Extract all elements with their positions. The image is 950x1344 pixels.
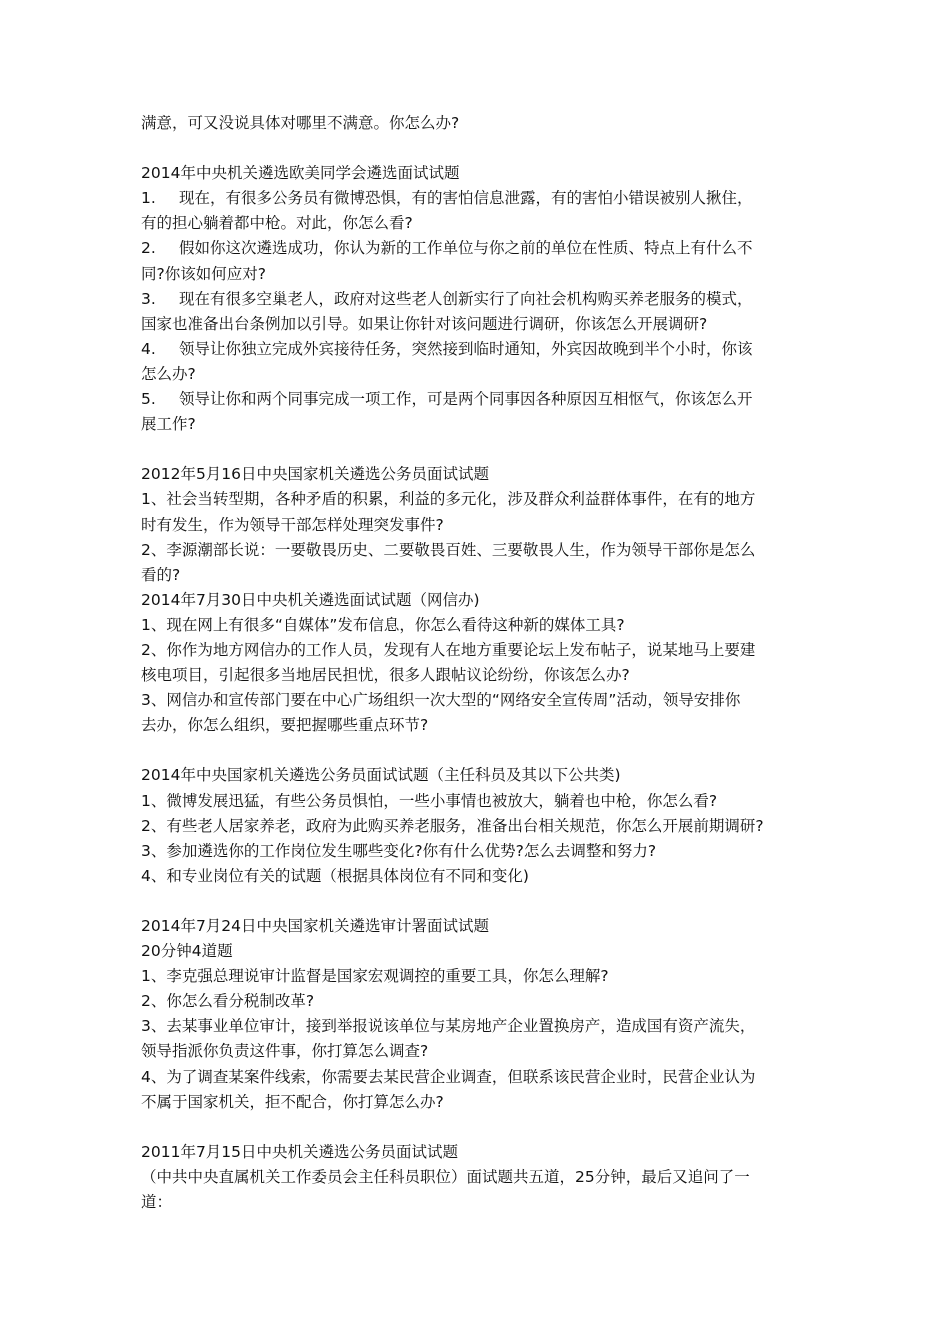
text-line: 4、为了调查某案件线索，你需要去某民营企业调查，但联系该民营企业时，民营企业认为 — [141, 1067, 756, 1086]
text-line: 道： — [141, 1193, 173, 1212]
blank-line — [141, 1115, 820, 1140]
text-line: 1、社会当转型期，各种矛盾的积累，利益的多元化，涉及群众利益群体事件，在有的地方 — [141, 490, 756, 509]
item-number: 1. — [141, 189, 156, 208]
item-text-continued: 怎么办? — [141, 364, 196, 383]
item-number: 3. — [141, 289, 156, 308]
list-item — [141, 387, 820, 412]
text-line: （中共中央直属机关工作委员会主任科员职位）面试题共五道，25分钟，最后又追问了一 — [141, 1167, 750, 1186]
list-item — [141, 186, 820, 211]
text-line: 1、微博发展迅猛，有些公务员惧怕，一些小事情也被放大，躺着也中枪，你怎么看? — [141, 791, 718, 810]
text-line: 不属于国家机关，拒不配合，你打算怎么办? — [141, 1092, 444, 1111]
blank-line — [141, 889, 820, 914]
text-line: 看的? — [141, 565, 181, 584]
text-line: 2、你怎么看分税制改革? — [141, 992, 315, 1011]
text-line: 2、有些老人居家养老，政府为此购买养老服务，准备出台相关规范，你怎么开展前期调研? — [141, 816, 764, 835]
text-line: 核电项目，引起很多当地居民担忧，很多人跟帖议论纷纷，你该怎么办? — [141, 666, 630, 685]
blank-line — [141, 136, 820, 161]
blank-line — [141, 738, 820, 763]
item-text-continued: 同?你该如何应对? — [141, 264, 266, 283]
section-title: 2011年7月15日中央机关遴选公务员面试试题 — [141, 1142, 459, 1161]
list-item — [141, 337, 820, 362]
text-line: 3、去某事业单位审计，接到举报说该单位与某房地产企业置换房产，造成国有资产流失， — [141, 1017, 756, 1036]
section-title: 2014年中央机关遴选欧美同学会遴选面试试题 — [141, 164, 460, 183]
text-line: 领导指派你负责这件事，你打算怎么调查? — [141, 1042, 429, 1061]
text-line: 去办，你怎么组织，要把握哪些重点环节? — [141, 716, 429, 735]
item-number: 5. — [141, 390, 156, 409]
blank-line — [141, 437, 820, 462]
text-line: 3、参加遴选你的工作岗位发生哪些变化?你有什么优势?怎么去调整和努力? — [141, 841, 657, 860]
text-line: 时有发生，作为领导干部怎样处理突发事件? — [141, 515, 444, 534]
text-line: 20分钟4道题 — [141, 942, 233, 961]
intro-tail: 满意，可又没说具体对哪里不满意。你怎么办? — [141, 114, 460, 132]
item-text-continued: 国家也准备出台条例加以引导。如果让你针对该问题进行调研，你该怎么开展调研? — [141, 314, 708, 333]
text-line: 2、李源潮部长说：一要敬畏历史、二要敬畏百姓、三要敬畏人生，作为领导干部你是怎么 — [141, 540, 756, 559]
text-line: 3、网信办和宣传部门要在中心广场组织一次大型的“网络安全宣传周”活动，领导安排你 — [141, 691, 741, 710]
list-item — [141, 287, 820, 312]
section-title: 2014年中央国家机关遴选公务员面试试题（主任科员及其以下公共类) — [141, 766, 621, 785]
text-line: 4、和专业岗位有关的试题（根据具体岗位有不同和变化) — [141, 866, 529, 885]
section-title: 2014年7月24日中央国家机关遴选审计署面试试题 — [141, 917, 490, 935]
item-text: 假如你这次遴选成功，你认为新的工作单位与你之前的单位在性质、特点上有什么不 — [179, 239, 753, 258]
section-title: 2012年5月16日中央国家机关遴选公务员面试试题 — [141, 465, 490, 484]
text-line: 2、你作为地方网信办的工作人员，发现有人在地方重要论坛上发布帖子，说某地马上要建 — [141, 640, 756, 659]
text-line: 1、李克强总理说审计监督是国家宏观调控的重要工具，你怎么理解? — [141, 967, 609, 986]
section-title: 2014年7月30日中央机关遴选面试试题（网信办) — [141, 590, 480, 609]
item-text: 领导让你和两个同事完成一项工作，可是两个同事因各种原因互相怄气，你该怎么开 — [179, 390, 753, 409]
item-text-continued: 有的担心躺着都中枪。对此，你怎么看? — [141, 214, 413, 233]
list-item — [141, 236, 820, 261]
item-text: 领导让你独立完成外宾接待任务，突然接到临时通知，外宾因故晚到半个小时，你该 — [179, 339, 753, 358]
item-text-continued: 展工作? — [141, 415, 196, 434]
item-text: 现在有很多空巢老人，政府对这些老人创新实行了向社会机构购买养老服务的模式， — [179, 289, 753, 308]
item-number: 2. — [141, 239, 156, 258]
item-text: 现在，有很多公务员有微博恐惧，有的害怕信息泄露，有的害怕小错误被别人揪住， — [179, 189, 753, 208]
text-line: 1、现在网上有很多“自媒体”发布信息，你怎么看待这种新的媒体工具? — [141, 615, 625, 634]
item-number: 4. — [141, 339, 156, 358]
